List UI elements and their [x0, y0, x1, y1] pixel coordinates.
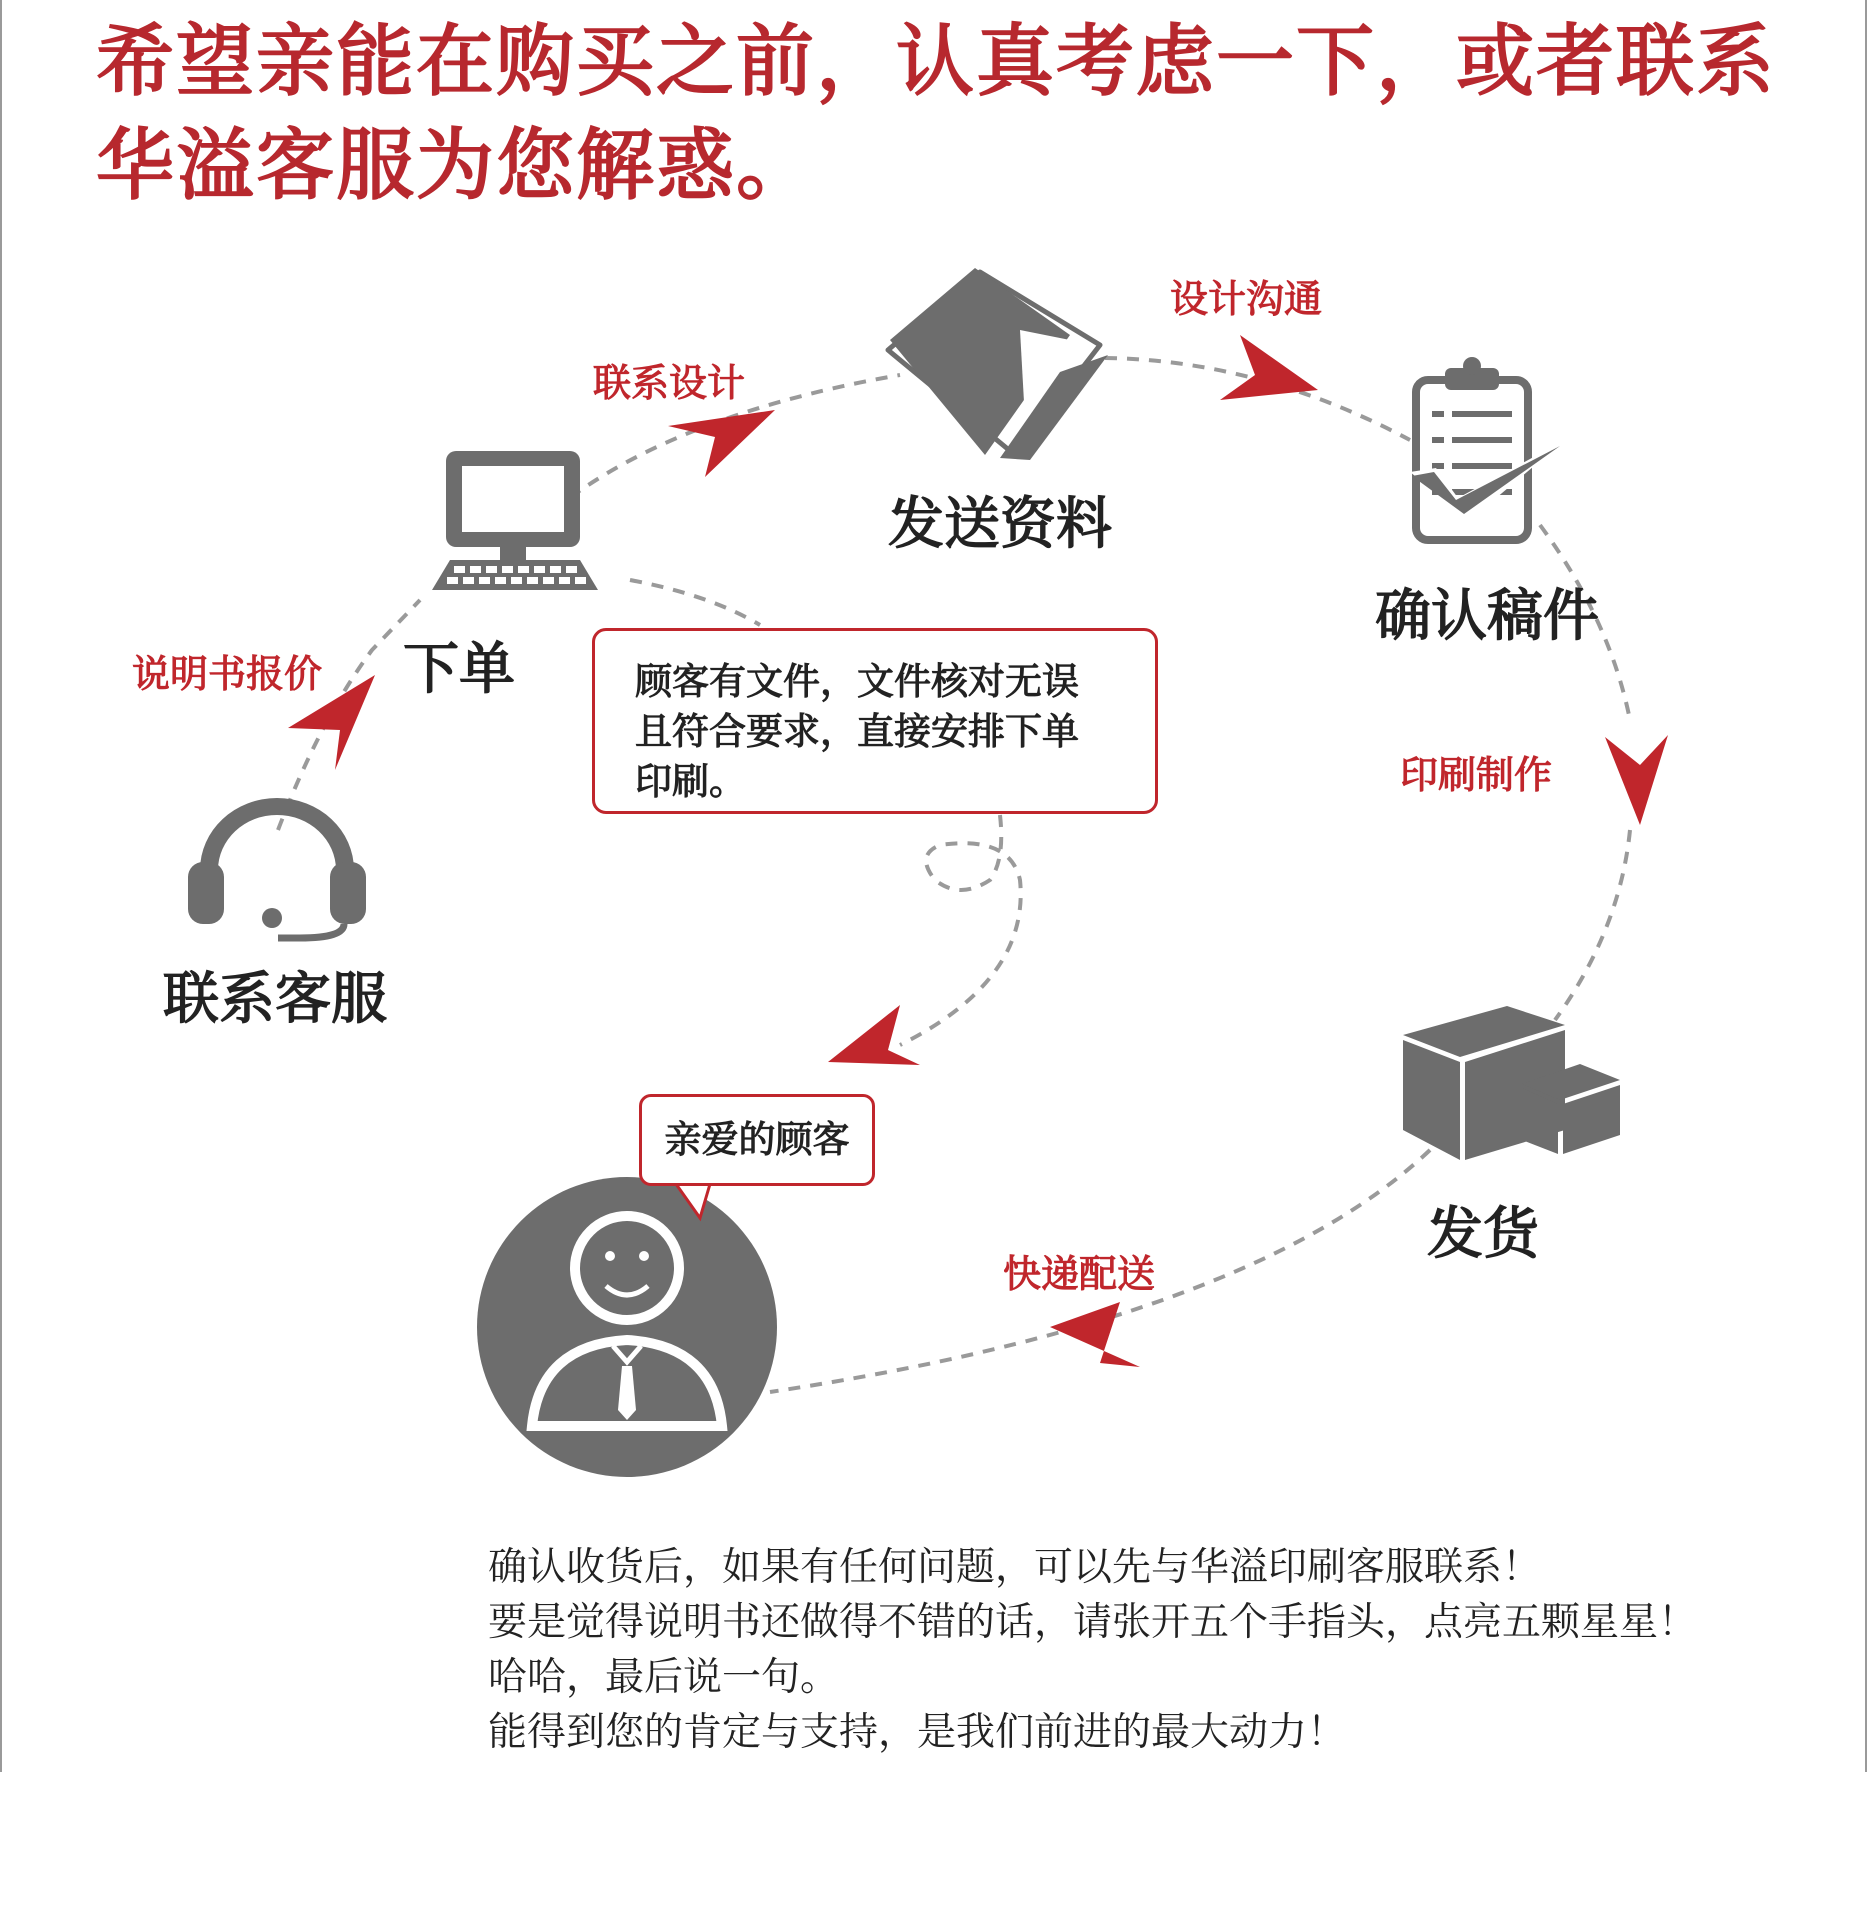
- customer-avatar-icon: [477, 1177, 777, 1477]
- note-bubble: [592, 628, 1158, 814]
- arrow-express-delivery: [1050, 1302, 1140, 1367]
- boxes-icon: [1403, 1006, 1620, 1160]
- note-line-1: 顾客有文件，文件核对无误: [635, 660, 1079, 703]
- note-line-2: 且符合要求，直接安排下单: [635, 710, 1079, 753]
- arrow-contact-design: [668, 410, 775, 477]
- step-label-ship: 发货: [1427, 1202, 1539, 1267]
- path-order-to-note: [630, 580, 760, 625]
- path-print-to-ship: [1555, 830, 1630, 1020]
- arrow-label-quote: 说明书报价: [132, 652, 323, 696]
- arrow-print-production: [1605, 735, 1668, 825]
- step-label-send-materials: 发送资料: [888, 492, 1112, 557]
- footer-line-2: 要是觉得说明书还做得不错的话，请张开五个手指头，点亮五颗星星！: [488, 1600, 1698, 1645]
- headset-icon: [188, 798, 366, 938]
- footer-line-4: 能得到您的肯定与支持，是我们前进的最大动力！: [488, 1710, 1347, 1755]
- headline-line-1: 希望亲能在购买之前，认真考虑一下，或者联系: [96, 17, 1777, 107]
- note-line-3: 印刷。: [635, 760, 746, 803]
- arrow-label-print-production: 印刷制作: [1400, 753, 1553, 797]
- step-label-place-order: 下单: [403, 637, 515, 702]
- computer-icon: [432, 451, 598, 590]
- arrow-label-express-delivery: 快递配送: [1003, 1252, 1156, 1296]
- path-note-to-customer: [900, 815, 1021, 1045]
- headline-line-2: 华溢客服为您解惑。: [96, 121, 817, 211]
- step-label-confirm-draft: 确认稿件: [1375, 584, 1599, 649]
- customer-bubble: 亲爱的顾客: [639, 1094, 875, 1186]
- arrow-note-to-customer: [828, 1005, 920, 1065]
- clipboard-check-icon: [1410, 357, 1565, 540]
- footer-line-3: 哈哈，最后说一句。: [488, 1655, 840, 1700]
- arrow-label-design-communication: 设计沟通: [1170, 277, 1323, 321]
- footer-line-1: 确认收货后，如果有任何问题，可以先与华溢印刷客服联系！: [488, 1545, 1542, 1590]
- arrow-label-contact-design: 联系设计: [593, 361, 746, 405]
- folder-icon: [888, 268, 1108, 460]
- footer-text: [488, 1540, 1697, 1760]
- arrow-design-communication: [1220, 335, 1318, 400]
- step-label-contact-service: 联系客服: [163, 967, 387, 1032]
